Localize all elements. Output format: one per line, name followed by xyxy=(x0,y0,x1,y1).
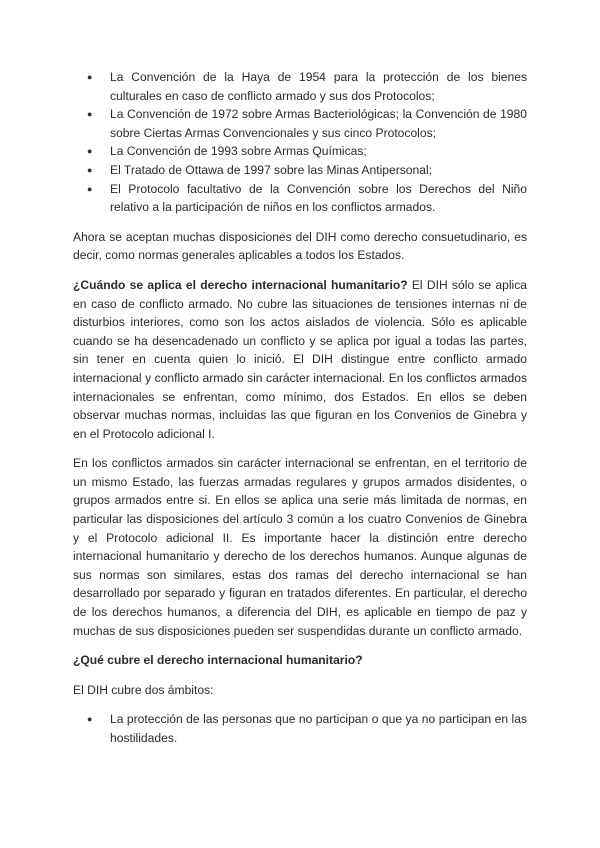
paragraph-when-applies xyxy=(73,276,527,443)
scope-list xyxy=(73,710,527,747)
question-when-applies: ¿Cuándo se aplica el derecho internacional humanitario? xyxy=(73,277,408,292)
list-item: ● La protección de las personas que no participan o que ya no participan en las hostilidades. xyxy=(73,710,527,747)
list-item: ● La Convención de 1972 sobre Armas Bacteriológicas; la Convención de 1980 sobre Ciertas Armas Convencionales y sus cinco Protocolos; xyxy=(73,105,527,142)
paragraph-customary-law: Ahora se aceptan muchas disposiciones del DIH como derecho consuetudinario, es decir, como normas generales aplicables a todos los Estados. xyxy=(73,229,527,263)
list-item: ● La Convención de la Haya de 1954 para la protección de los bienes culturales en caso de conflicto armado y sus dos Protocolos; xyxy=(73,68,527,105)
list-item: ● El Tratado de Ottawa de 1997 sobre las Minas Antipersonal; xyxy=(73,161,527,180)
paragraph-scope: El DIH cubre dos ámbitos: xyxy=(73,682,214,697)
paragraph-non-international: En los conflictos armados sin carácter internacional se enfrentan, en el territorio de un mismo Estado, las fuerzas armadas regulares y grupos armados disidentes, o grupos armados entre si. En ellos se aplica una serie más limitada de normas, en particular las disposiciones del artículo 3 común a los cuatro Convenios de Ginebra y el Protocolo adicional II. Es importante hacer la distinción entre derecho internacional humanitario y derecho de los derechos humanos. Aunque algunas de sus normas son similares, estas dos ramas del derecho internacional se han desarrollado por separado y figuran en tratados diferentes. En particular, el derecho de los derechos humanos, a diferencia del DIH, es aplicable en tiempo de paz y muchas de sus disposiciones pueden ser suspendidas durante un conflicto armado. xyxy=(73,456,527,638)
list-item: ● La Convención de 1993 sobre Armas Químicas; xyxy=(73,142,527,161)
answer-when-applies: El DIH sólo se aplica en caso de conflicto armado. No cubre las situaciones de tensiones internas ni de disturbios interiores, como son los actos aislados de violencia. Sólo es aplicable cuando se ha desencadenado un conflicto y se aplica por igual a todas las partes, sin tener en cuenta quien lo inició. El DIH distingue entre conflicto armado internacional y conflicto armado sin carácter internacional. En los conflictos armados internacionales se enfrentan, como mínimo, dos Estados. En ellos se deben observar muchas normas, incluidas las que figuran en los Convenios de Ginebra y en el Protocolo adicional I. xyxy=(73,277,527,441)
list-item: ● El Protocolo facultativo de la Convención sobre los Derechos del Niño relativo a la participación de niños en los conflictos armados. xyxy=(73,180,527,217)
treaty-list xyxy=(73,68,527,217)
heading-what-covers: ¿Qué cubre el derecho internacional humanitario? xyxy=(73,653,363,668)
